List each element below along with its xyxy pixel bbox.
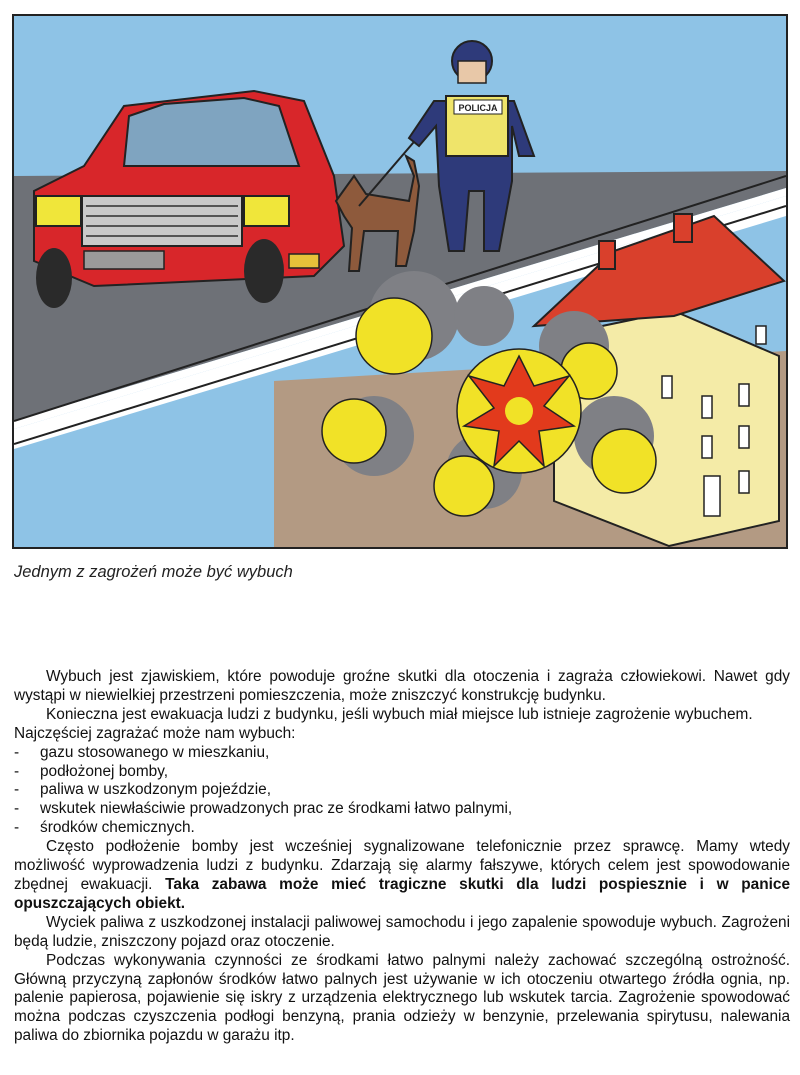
list-dash: - (14, 762, 20, 780)
article-body (14, 668, 790, 1046)
list-dash: - (14, 743, 20, 761)
list-dash: - (14, 819, 20, 837)
explosion-sources-list (14, 744, 790, 839)
explosion-illustration (14, 16, 786, 547)
vest-label: POLICJA (458, 103, 498, 113)
paragraph: Wyciek paliwa z uszkodzonej instalacji paliwowej samochodu i jego zapalenie spowoduje wybuch. Zagrożeni będą ludzie, zniszczony pojazd oraz otoczenie. (14, 913, 790, 950)
paragraph: Najczęściej zagrażać może nam wybuch: (14, 724, 296, 742)
list-dash: - (14, 781, 20, 799)
illustration-panel (12, 14, 788, 549)
list-item: - gazu stosowanego w mieszkaniu, (14, 743, 270, 761)
list-dash: - (14, 800, 20, 818)
paragraph: Podczas wykonywania czynności ze środkami łatwo palnymi należy zachować szczególną ostrożność. Główną przyczyną zapłonów środków łatwo palnych jest używanie w ich otoczeniu otwartego źródła ognia, np. palenie papierosa, pojawienie się iskry z urządzenia elektrycznego lub wskutek tarcia. Zagrożenie spowodować można podczas czyszczenia podłogi benzyną, prania odzieży w benzynie, przelewania spirytusu, nalewania paliwa do zbiornika pojazdu w garażu itp. (14, 951, 790, 1045)
list-item: - podłożonej bomby, (14, 762, 169, 780)
paragraph: Wybuch jest zjawiskiem, które powoduje groźne skutki dla otoczenia i zagraża człowiekowi. Nawet gdy wystąpi w niewielkiej przestrzeni pomieszczenia, może zniszczyć konstrukcję budynku. (14, 668, 790, 704)
list-item: - wskutek niewłaściwie prowadzonych prac ze środkami łatwo palnymi, (14, 800, 513, 818)
bomb-package (289, 254, 319, 268)
paragraph: Konieczna jest ewakuacja ludzi z budynku, jeśli wybuch miał miejsce lub istnieje zagrożenie wybuchem. (46, 705, 753, 723)
list-item: - paliwa w uszkodzonym pojeździe, (14, 781, 271, 799)
bold-warning: Taka zabawa może mieć tragiczne skutki dla ludzi pospiesznie i w panice opuszczających obiekt. (14, 875, 791, 912)
paragraph: Często podłożenie bomby jest wcześniej sygnalizowane telefonicznie przez sprawcę. Mamy wtedy możliwość wyprowadzenia ludzi z budynku. Zdarzają się alarmy fałszywe, których celem jest spowodowanie zbędnej ewakuacji. Taka zabawa może mieć tragiczne skutki dla ludzi pospiesznie i w panice opuszczających obiekt. (14, 838, 791, 912)
figure-caption: Jednym z zagrożeń może być wybuch (14, 563, 293, 581)
list-item: - środków chemicznych. (14, 819, 195, 837)
